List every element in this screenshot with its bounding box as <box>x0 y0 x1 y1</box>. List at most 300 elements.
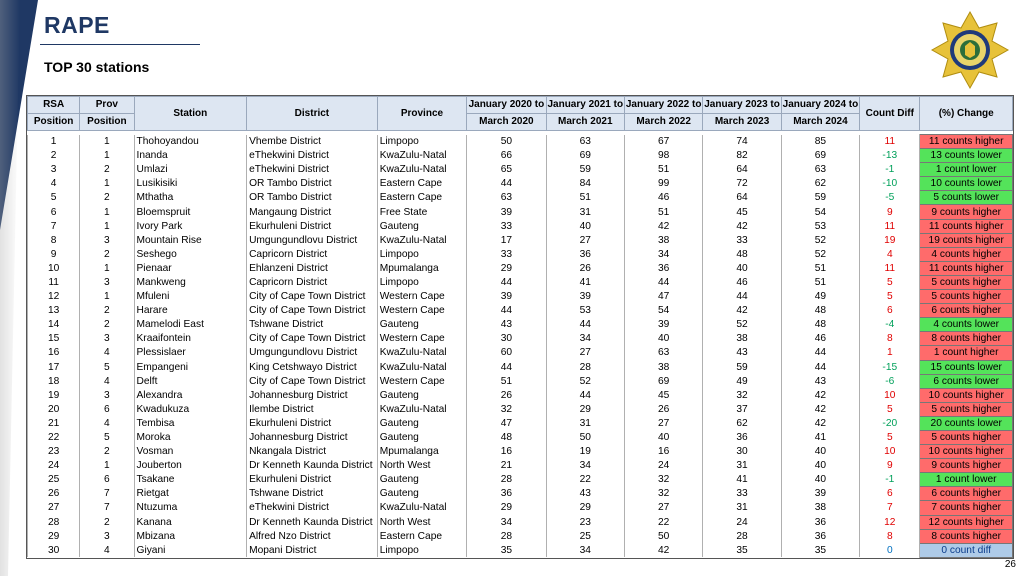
cell-2024: 54 <box>781 205 859 219</box>
corner-shadow <box>0 0 20 576</box>
cell-2023: 42 <box>703 304 781 318</box>
cell-prov-position: 6 <box>80 402 134 416</box>
table-row <box>28 191 1013 205</box>
table-row <box>28 445 1013 459</box>
cell-rsa-position: 9 <box>28 247 80 261</box>
cell-district: City of Cape Town District <box>247 290 378 304</box>
cell-2021: 52 <box>546 374 624 388</box>
cell-province: Western Cape <box>377 374 466 388</box>
cell-district: Dr Kenneth Kaunda District <box>247 459 378 473</box>
cell-2023: 41 <box>703 473 781 487</box>
cell-province: Western Cape <box>377 304 466 318</box>
cell-pct-change: 5 counts higher <box>920 430 1013 444</box>
table-row <box>28 416 1013 430</box>
cell-2020: 32 <box>467 402 546 416</box>
cell-2020: 65 <box>467 163 546 177</box>
table-row <box>28 487 1013 501</box>
cell-pct-change: 4 counts lower <box>920 318 1013 332</box>
cell-prov-position: 2 <box>80 318 134 332</box>
cell-pct-change: 8 counts higher <box>920 332 1013 346</box>
cell-count-diff: -5 <box>860 191 920 205</box>
cell-district: OR Tambo District <box>247 191 378 205</box>
cell-station: Ntuzuma <box>134 501 247 515</box>
table-row <box>28 388 1013 402</box>
cell-station: Plessislaer <box>134 346 247 360</box>
cell-2020: 29 <box>467 501 546 515</box>
cell-2024: 59 <box>781 191 859 205</box>
cell-2023: 46 <box>703 275 781 289</box>
cell-province: North West <box>377 459 466 473</box>
cell-station: Thohoyandou <box>134 135 247 149</box>
cell-district: Ekurhuleni District <box>247 219 378 233</box>
cell-2021: 34 <box>546 543 624 557</box>
cell-2022: 44 <box>624 275 702 289</box>
cell-prov-position: 1 <box>80 177 134 191</box>
cell-2021: 25 <box>546 529 624 543</box>
cell-rsa-position: 25 <box>28 473 80 487</box>
cell-2024: 63 <box>781 163 859 177</box>
cell-2022: 54 <box>624 304 702 318</box>
cell-2021: 44 <box>546 318 624 332</box>
cell-prov-position: 3 <box>80 233 134 247</box>
cell-2023: 48 <box>703 247 781 261</box>
cell-rsa-position: 16 <box>28 346 80 360</box>
col-2022-2: March 2022 <box>624 114 702 131</box>
cell-2020: 33 <box>467 219 546 233</box>
cell-province: Gauteng <box>377 416 466 430</box>
cell-pct-change: 11 counts higher <box>920 261 1013 275</box>
cell-rsa-position: 27 <box>28 501 80 515</box>
cell-pct-change: 19 counts higher <box>920 233 1013 247</box>
cell-2023: 36 <box>703 430 781 444</box>
col-station: Station <box>134 97 247 131</box>
cell-2023: 42 <box>703 219 781 233</box>
cell-count-diff: 11 <box>860 219 920 233</box>
cell-2022: 45 <box>624 388 702 402</box>
cell-province: North West <box>377 515 466 529</box>
cell-province: Gauteng <box>377 473 466 487</box>
cell-2021: 53 <box>546 304 624 318</box>
cell-district: Tshwane District <box>247 487 378 501</box>
cell-district: City of Cape Town District <box>247 304 378 318</box>
cell-2024: 44 <box>781 360 859 374</box>
cell-2022: 38 <box>624 233 702 247</box>
cell-2023: 64 <box>703 191 781 205</box>
cell-2021: 29 <box>546 402 624 416</box>
cell-2023: 37 <box>703 402 781 416</box>
cell-2022: 40 <box>624 430 702 444</box>
cell-count-diff: 10 <box>860 388 920 402</box>
cell-pct-change: 5 counts higher <box>920 275 1013 289</box>
cell-province: KwaZulu-Natal <box>377 163 466 177</box>
cell-pct-change: 10 counts higher <box>920 388 1013 402</box>
cell-rsa-position: 7 <box>28 219 80 233</box>
cell-2023: 24 <box>703 515 781 529</box>
cell-district: Ehlanzeni District <box>247 261 378 275</box>
table-row <box>28 459 1013 473</box>
cell-station: Pienaar <box>134 261 247 275</box>
col-pct-change: (%) Change <box>920 97 1013 131</box>
cell-2021: 51 <box>546 191 624 205</box>
cell-prov-position: 7 <box>80 487 134 501</box>
cell-2023: 35 <box>703 543 781 557</box>
table-row <box>28 233 1013 247</box>
cell-count-diff: 9 <box>860 459 920 473</box>
cell-2024: 51 <box>781 261 859 275</box>
cell-2024: 52 <box>781 247 859 261</box>
cell-2023: 30 <box>703 445 781 459</box>
cell-2024: 38 <box>781 501 859 515</box>
cell-2023: 33 <box>703 487 781 501</box>
cell-rsa-position: 24 <box>28 459 80 473</box>
cell-rsa-position: 20 <box>28 402 80 416</box>
cell-prov-position: 1 <box>80 290 134 304</box>
cell-rsa-position: 3 <box>28 163 80 177</box>
cell-2024: 42 <box>781 416 859 430</box>
cell-station: Seshego <box>134 247 247 261</box>
cell-2024: 62 <box>781 177 859 191</box>
cell-2020: 63 <box>467 191 546 205</box>
table-row <box>28 543 1013 557</box>
cell-prov-position: 2 <box>80 304 134 318</box>
cell-2022: 67 <box>624 135 702 149</box>
cell-prov-position: 4 <box>80 346 134 360</box>
cell-province: Free State <box>377 205 466 219</box>
cell-2021: 27 <box>546 346 624 360</box>
cell-2023: 38 <box>703 332 781 346</box>
table-row <box>28 261 1013 275</box>
cell-district: King Cetshwayo District <box>247 360 378 374</box>
cell-province: Mpumalanga <box>377 261 466 275</box>
col-rsa-position: RSA <box>28 97 80 114</box>
cell-rsa-position: 22 <box>28 430 80 444</box>
cell-2022: 39 <box>624 318 702 332</box>
cell-station: Moroka <box>134 430 247 444</box>
cell-2021: 44 <box>546 388 624 402</box>
cell-2023: 31 <box>703 459 781 473</box>
cell-province: KwaZulu-Natal <box>377 402 466 416</box>
cell-station: Tsakane <box>134 473 247 487</box>
cell-station: Harare <box>134 304 247 318</box>
cell-2023: 33 <box>703 233 781 247</box>
cell-rsa-position: 12 <box>28 290 80 304</box>
cell-2024: 48 <box>781 318 859 332</box>
cell-2024: 40 <box>781 445 859 459</box>
cell-rsa-position: 10 <box>28 261 80 275</box>
cell-district: eThekwini District <box>247 149 378 163</box>
cell-2021: 34 <box>546 332 624 346</box>
table-row <box>28 346 1013 360</box>
cell-prov-position: 2 <box>80 163 134 177</box>
cell-district: Ekurhuleni District <box>247 473 378 487</box>
cell-count-diff: 5 <box>860 402 920 416</box>
cell-station: Mfuleni <box>134 290 247 304</box>
cell-2021: 28 <box>546 360 624 374</box>
cell-2024: 69 <box>781 149 859 163</box>
cell-2020: 39 <box>467 290 546 304</box>
cell-2022: 63 <box>624 346 702 360</box>
cell-2020: 28 <box>467 529 546 543</box>
cell-count-diff: -1 <box>860 163 920 177</box>
cell-rsa-position: 29 <box>28 529 80 543</box>
cell-2022: 42 <box>624 543 702 557</box>
cell-2024: 48 <box>781 304 859 318</box>
cell-prov-position: 3 <box>80 332 134 346</box>
cell-pct-change: 1 count higher <box>920 346 1013 360</box>
cell-pct-change: 11 counts higher <box>920 219 1013 233</box>
col-province: Province <box>377 97 466 131</box>
cell-prov-position: 5 <box>80 430 134 444</box>
cell-station: Delft <box>134 374 247 388</box>
cell-2023: 31 <box>703 501 781 515</box>
cell-prov-position: 1 <box>80 149 134 163</box>
cell-prov-position: 2 <box>80 247 134 261</box>
cell-count-diff: 8 <box>860 332 920 346</box>
cell-district: Capricorn District <box>247 247 378 261</box>
cell-pct-change: 0 count diff <box>920 543 1013 557</box>
cell-pct-change: 6 counts higher <box>920 304 1013 318</box>
cell-2020: 43 <box>467 318 546 332</box>
cell-2021: 19 <box>546 445 624 459</box>
col-count-diff: Count Diff <box>860 97 920 131</box>
cell-rsa-position: 5 <box>28 191 80 205</box>
cell-pct-change: 12 counts higher <box>920 515 1013 529</box>
cell-count-diff: -13 <box>860 149 920 163</box>
table-row <box>28 304 1013 318</box>
cell-district: Dr Kenneth Kaunda District <box>247 515 378 529</box>
cell-station: Giyani <box>134 543 247 557</box>
cell-station: Kraaifontein <box>134 332 247 346</box>
col-2023: January 2023 to <box>703 97 781 114</box>
cell-district: Capricorn District <box>247 275 378 289</box>
col-rsa-position-2: Position <box>28 114 80 131</box>
cell-district: Ilembe District <box>247 402 378 416</box>
cell-station: Lusikisiki <box>134 177 247 191</box>
cell-2024: 36 <box>781 515 859 529</box>
cell-2020: 39 <box>467 205 546 219</box>
cell-station: Mountain Rise <box>134 233 247 247</box>
cell-2024: 40 <box>781 459 859 473</box>
cell-district: Mopani District <box>247 543 378 557</box>
cell-2021: 29 <box>546 501 624 515</box>
cell-2022: 22 <box>624 515 702 529</box>
cell-pct-change: 5 counts lower <box>920 191 1013 205</box>
cell-province: Limpopo <box>377 247 466 261</box>
cell-rsa-position: 21 <box>28 416 80 430</box>
cell-2023: 52 <box>703 318 781 332</box>
cell-2024: 53 <box>781 219 859 233</box>
col-district: District <box>247 97 378 131</box>
cell-2021: 36 <box>546 247 624 261</box>
cell-station: Inanda <box>134 149 247 163</box>
cell-prov-position: 7 <box>80 501 134 515</box>
cell-station: Ivory Park <box>134 219 247 233</box>
cell-province: KwaZulu-Natal <box>377 346 466 360</box>
cell-2022: 38 <box>624 360 702 374</box>
cell-2020: 51 <box>467 374 546 388</box>
table-row <box>28 219 1013 233</box>
col-2023-2: March 2023 <box>703 114 781 131</box>
cell-rsa-position: 13 <box>28 304 80 318</box>
cell-2022: 42 <box>624 219 702 233</box>
cell-count-diff: -1 <box>860 473 920 487</box>
table-row <box>28 205 1013 219</box>
title-divider <box>40 44 200 45</box>
cell-province: Limpopo <box>377 135 466 149</box>
cell-pct-change: 13 counts lower <box>920 149 1013 163</box>
cell-count-diff: -6 <box>860 374 920 388</box>
cell-2024: 49 <box>781 290 859 304</box>
cell-2024: 35 <box>781 543 859 557</box>
col-2022: January 2022 to <box>624 97 702 114</box>
cell-prov-position: 5 <box>80 360 134 374</box>
cell-rsa-position: 14 <box>28 318 80 332</box>
cell-2021: 27 <box>546 233 624 247</box>
cell-station: Jouberton <box>134 459 247 473</box>
cell-2022: 26 <box>624 402 702 416</box>
cell-pct-change: 8 counts higher <box>920 529 1013 543</box>
cell-2021: 43 <box>546 487 624 501</box>
cell-count-diff: 7 <box>860 501 920 515</box>
cell-pct-change: 7 counts higher <box>920 501 1013 515</box>
cell-rsa-position: 4 <box>28 177 80 191</box>
cell-rsa-position: 28 <box>28 515 80 529</box>
cell-rsa-position: 8 <box>28 233 80 247</box>
cell-2022: 47 <box>624 290 702 304</box>
cell-prov-position: 6 <box>80 473 134 487</box>
cell-2020: 44 <box>467 360 546 374</box>
cell-district: Umgungundlovu District <box>247 346 378 360</box>
table-row <box>28 135 1013 149</box>
cell-prov-position: 4 <box>80 543 134 557</box>
cell-district: Johannesburg District <box>247 388 378 402</box>
cell-count-diff: 4 <box>860 247 920 261</box>
cell-prov-position: 1 <box>80 135 134 149</box>
cell-rsa-position: 11 <box>28 275 80 289</box>
col-2024: January 2024 to <box>781 97 859 114</box>
cell-count-diff: 0 <box>860 543 920 557</box>
cell-province: Mpumalanga <box>377 445 466 459</box>
col-2020: January 2020 to <box>467 97 546 114</box>
cell-2020: 44 <box>467 304 546 318</box>
cell-station: Kanana <box>134 515 247 529</box>
cell-province: Eastern Cape <box>377 529 466 543</box>
cell-2024: 52 <box>781 233 859 247</box>
cell-prov-position: 2 <box>80 445 134 459</box>
cell-count-diff: 11 <box>860 135 920 149</box>
cell-prov-position: 2 <box>80 515 134 529</box>
cell-province: Western Cape <box>377 332 466 346</box>
cell-2022: 36 <box>624 261 702 275</box>
cell-pct-change: 1 count lower <box>920 473 1013 487</box>
table-row <box>28 318 1013 332</box>
cell-2020: 29 <box>467 261 546 275</box>
cell-station: Mamelodi East <box>134 318 247 332</box>
cell-2020: 26 <box>467 388 546 402</box>
col-2024-2: March 2024 <box>781 114 859 131</box>
cell-count-diff: 1 <box>860 346 920 360</box>
cell-2021: 39 <box>546 290 624 304</box>
cell-station: Bloemspruit <box>134 205 247 219</box>
table-row <box>28 275 1013 289</box>
cell-rsa-position: 30 <box>28 543 80 557</box>
cell-2023: 62 <box>703 416 781 430</box>
cell-2024: 39 <box>781 487 859 501</box>
cell-district: Ekurhuleni District <box>247 416 378 430</box>
cell-2022: 40 <box>624 332 702 346</box>
cell-count-diff: 5 <box>860 275 920 289</box>
cell-pct-change: 4 counts higher <box>920 247 1013 261</box>
cell-2020: 17 <box>467 233 546 247</box>
table-row <box>28 360 1013 374</box>
col-2020-2: March 2020 <box>467 114 546 131</box>
cell-2022: 46 <box>624 191 702 205</box>
table-row <box>28 177 1013 191</box>
table-row <box>28 332 1013 346</box>
cell-rsa-position: 15 <box>28 332 80 346</box>
cell-pct-change: 6 counts higher <box>920 487 1013 501</box>
cell-prov-position: 4 <box>80 374 134 388</box>
cell-pct-change: 9 counts higher <box>920 459 1013 473</box>
cell-rsa-position: 18 <box>28 374 80 388</box>
cell-rsa-position: 23 <box>28 445 80 459</box>
cell-prov-position: 1 <box>80 261 134 275</box>
page-number: 26 <box>1004 559 1016 570</box>
cell-district: Alfred Nzo District <box>247 529 378 543</box>
cell-2022: 16 <box>624 445 702 459</box>
table-row <box>28 473 1013 487</box>
cell-station: Mthatha <box>134 191 247 205</box>
cell-district: Nkangala District <box>247 445 378 459</box>
cell-2023: 43 <box>703 346 781 360</box>
cell-district: City of Cape Town District <box>247 332 378 346</box>
cell-district: eThekwini District <box>247 163 378 177</box>
cell-2022: 32 <box>624 473 702 487</box>
cell-2020: 21 <box>467 459 546 473</box>
cell-count-diff: -4 <box>860 318 920 332</box>
table-row <box>28 247 1013 261</box>
cell-station: Tembisa <box>134 416 247 430</box>
cell-count-diff: 11 <box>860 261 920 275</box>
cell-2023: 32 <box>703 388 781 402</box>
cell-district: Umgungundlovu District <box>247 233 378 247</box>
cell-2024: 43 <box>781 374 859 388</box>
col-2021: January 2021 to <box>546 97 624 114</box>
cell-prov-position: 3 <box>80 275 134 289</box>
cell-province: Eastern Cape <box>377 191 466 205</box>
cell-rsa-position: 26 <box>28 487 80 501</box>
cell-province: Gauteng <box>377 219 466 233</box>
cell-2021: 59 <box>546 163 624 177</box>
cell-2024: 46 <box>781 332 859 346</box>
cell-2022: 69 <box>624 374 702 388</box>
cell-2022: 51 <box>624 163 702 177</box>
cell-station: Kwadukuza <box>134 402 247 416</box>
cell-station: Empangeni <box>134 360 247 374</box>
table-row <box>28 290 1013 304</box>
cell-2024: 44 <box>781 346 859 360</box>
table-header-row-1 <box>28 97 1013 114</box>
cell-province: Gauteng <box>377 318 466 332</box>
cell-2023: 82 <box>703 149 781 163</box>
cell-station: Rietgat <box>134 487 247 501</box>
cell-2021: 69 <box>546 149 624 163</box>
cell-2024: 42 <box>781 402 859 416</box>
table-row <box>28 501 1013 515</box>
cell-pct-change: 10 counts higher <box>920 445 1013 459</box>
cell-district: eThekwini District <box>247 501 378 515</box>
cell-pct-change: 1 count lower <box>920 163 1013 177</box>
